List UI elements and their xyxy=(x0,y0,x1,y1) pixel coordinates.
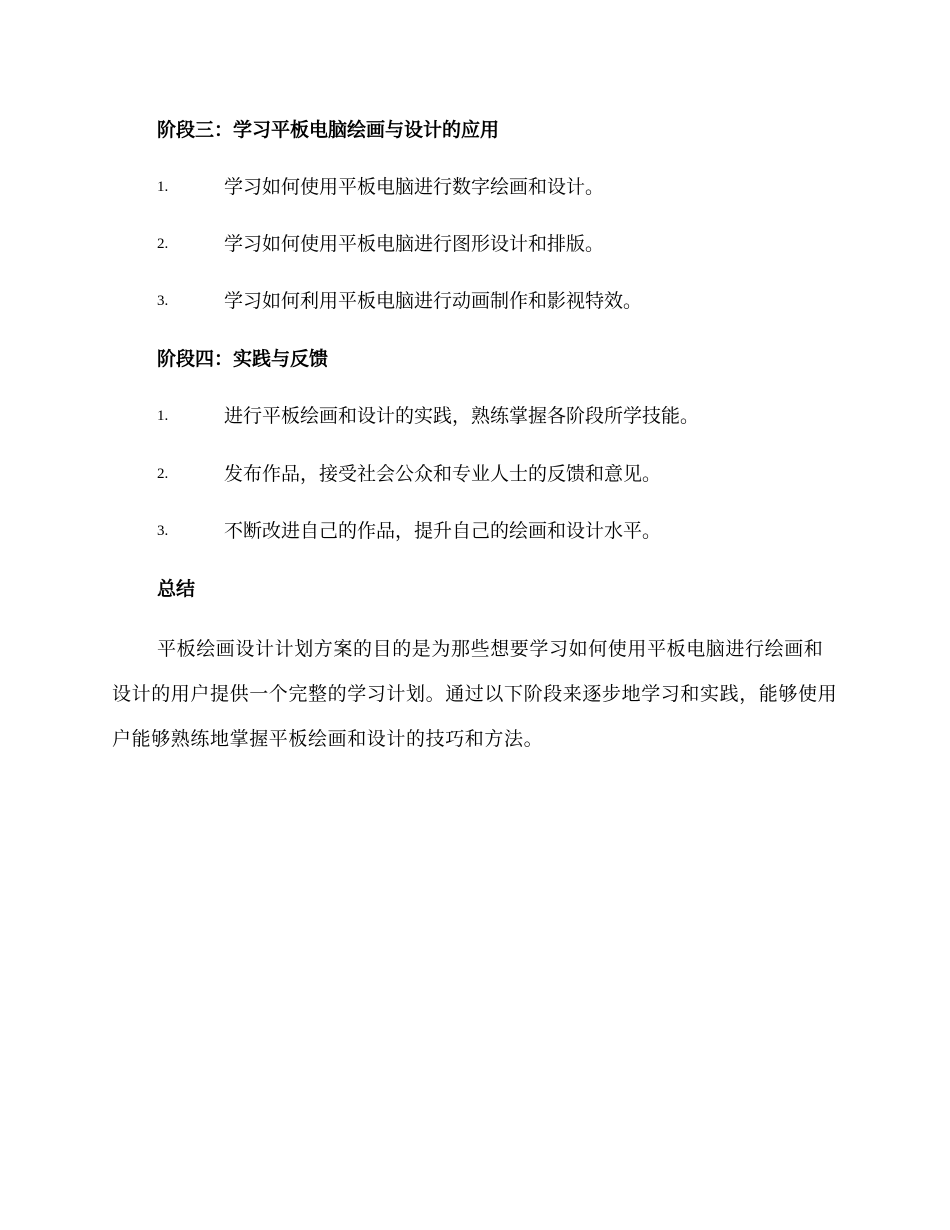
list-item-text: 学习如何利用平板电脑进行动画制作和影视特效。 xyxy=(224,290,643,312)
list-item-number: 2. xyxy=(157,466,169,482)
summary-heading: 总结 xyxy=(157,578,196,600)
list-item-number: 3. xyxy=(157,523,169,539)
list-item xyxy=(0,288,950,314)
section-heading-stage-4: 阶段四：实践与反馈 xyxy=(157,348,329,370)
list-item-text: 不断改进自己的作品，提升自己的绘画和设计水平。 xyxy=(224,520,662,542)
list-item-number: 3. xyxy=(157,293,169,309)
list-item xyxy=(0,518,950,544)
section-heading-stage-3: 阶段三：学习平板电脑绘画与设计的应用 xyxy=(157,119,500,141)
list-item xyxy=(0,231,950,257)
list-item-number: 1. xyxy=(157,408,169,424)
list-item-text: 进行平板绘画和设计的实践，熟练掌握各阶段所学技能。 xyxy=(224,405,700,427)
summary-paragraph: 平板绘画设计计划方案的目的是为那些想要学习如何使用平板电脑进行绘画和设计的用户提供一个完整的学习计划。通过以下阶段来逐步地学习和实践，能够使用户能够熟练地掌握平板绘画和设计的技巧和方法。 xyxy=(112,638,838,750)
list-item-text: 发布作品，接受社会公众和专业人士的反馈和意见。 xyxy=(224,463,662,485)
list-item xyxy=(0,461,950,487)
list-item-number: 1. xyxy=(157,179,169,195)
list-item xyxy=(0,403,950,429)
list-item-text: 学习如何使用平板电脑进行数字绘画和设计。 xyxy=(224,176,605,198)
list-item-number: 2. xyxy=(157,236,169,252)
list-item xyxy=(0,174,950,200)
list-item-text: 学习如何使用平板电脑进行图形设计和排版。 xyxy=(224,233,605,255)
